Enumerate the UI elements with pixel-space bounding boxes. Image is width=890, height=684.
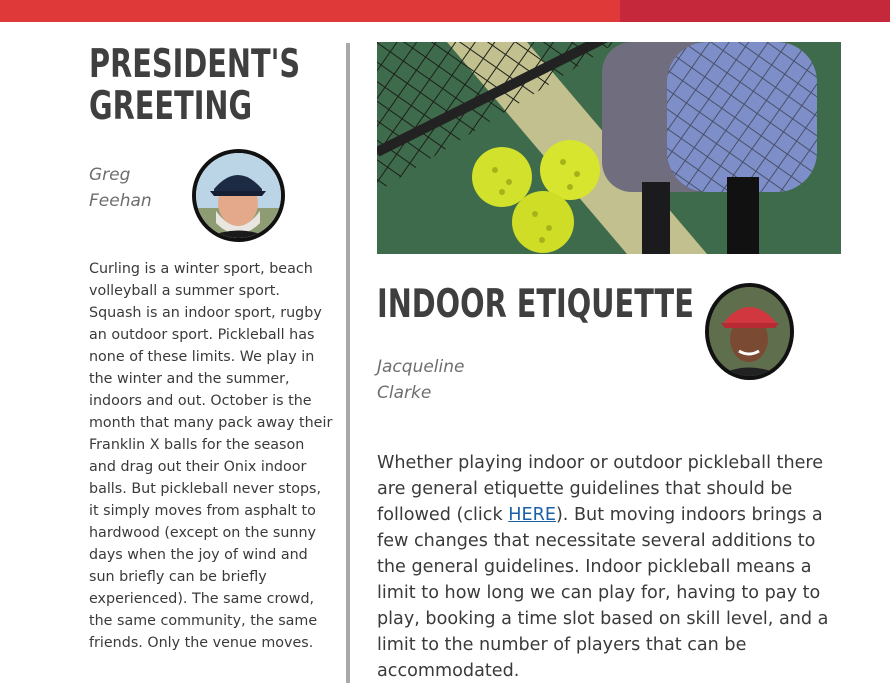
avatar	[192, 149, 285, 242]
author-first-name: Jacqueline	[377, 357, 465, 377]
presidents-greeting-body: Curling is a winter sport, beach volleyball a summer sport. Squash is an indoor sport, rugby an outdoor sport. Pickleball has none of these limits. We play in the winter and the summer, indoors and out. October is the month that many pack away their Franklin X balls for the season and drag out their Onix indoor balls. But pickleball never stops, it simply moves from asphalt to hardwood (except on the sunny days when the joy of wind and sun briefly can be briefly experienced). The same crowd, the same community, the same friends. Only the venue moves.	[89, 261, 333, 651]
avatar-portrait-icon	[196, 153, 281, 238]
author-last-name: Clarke	[377, 383, 432, 403]
header-accent-bar-dark	[620, 0, 890, 22]
body-text-before-link: Whether playing indoor or outdoor pickleball there are general etiquette guidelines that should be followed (click	[377, 453, 824, 525]
etiquette-guidelines-link[interactable]: HERE	[508, 505, 556, 525]
column-divider	[346, 43, 350, 683]
indoor-etiquette-author	[377, 354, 477, 406]
avatar	[705, 283, 794, 380]
presidents-greeting-author	[89, 162, 189, 214]
presidents-greeting-title: PRESIDENT'S GREETING	[89, 42, 301, 130]
pickleball-paddles-and-balls-image	[377, 42, 841, 254]
pickleball-photo	[377, 42, 841, 254]
author-last-name: Feehan	[89, 191, 152, 211]
author-first-name: Greg	[89, 165, 131, 185]
avatar-portrait-icon	[709, 287, 790, 376]
indoor-etiquette-body	[377, 450, 847, 684]
body-text-after-link: ). But moving indoors brings a few changes that necessitate several additions to the general guidelines. Indoor pickleball means a limit to how long we can play for, having to pay to play, booking a time slot based on skill level, and a limit to the number of players that can be accommodated.	[377, 505, 829, 681]
indoor-etiquette-title: INDOOR ETIQUETTE	[377, 282, 694, 327]
